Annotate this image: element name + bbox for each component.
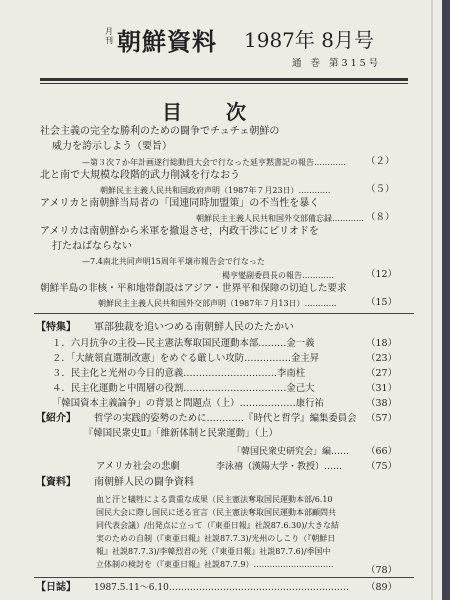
feature-item-page: （38） <box>366 398 398 409</box>
toc-entry-title: 北と南で大規模な段階的武力削減を行なおう <box>40 170 240 181</box>
toc-entry-title: アメリカは南朝鮮から米軍を撤退させ，内政干渉にピリオドを <box>40 226 319 237</box>
feature-item-page: （31） <box>366 383 398 394</box>
material-line: 血と汗と犠牲による貴重な成果（民主憲法奪取国民運動本部/6.10 <box>96 495 333 504</box>
toc-entry-page: （５） <box>366 184 395 195</box>
material-line: 同代表会議）/出発点に立って（『東亜日報』社説87.6.30)/大きな結 <box>96 521 340 530</box>
feature-item-page: （18） <box>366 338 398 349</box>
diary-tag: 【日誌】 <box>36 582 76 593</box>
feature-item: ４．民主化運動と中間層の役割……………………………金己大 <box>52 383 315 394</box>
page-edge <box>431 0 433 600</box>
feature-item: ３．民主化と光州の今日的意義…………………………李南柱 <box>52 368 306 379</box>
intro-line: 『韓国民衆史Ⅱ』「維新体制と民衆運動」（上） <box>84 428 278 439</box>
diary-page: （89） <box>366 582 398 593</box>
intro-page: （66） <box>366 446 398 457</box>
intro-page: （75） <box>366 461 398 472</box>
toc-entry-sub: 朝鮮民主主義人民共和国外交部備忘録………… <box>196 214 364 223</box>
toc-entry-sub: 朝鮮民主主義人民共和国外交部声明（1987年７月13日）………… <box>98 299 337 308</box>
toc-entry-title: アメリカと南朝鮮当局者の「国連同時加盟策」の不当性を暴く <box>40 198 320 209</box>
toc-entry-sub: —第３次７か年計画遂行総動員大会で行なった延亨黙書記の報告………… <box>82 158 346 167</box>
header-rule-thin <box>40 83 408 84</box>
intro-tag: 【紹介】 <box>36 413 76 424</box>
toc-heading: 目次 <box>162 100 290 124</box>
toc-entry-sub: —7.4南北共同声明15周年平壌市報告会で行なった <box>82 257 265 266</box>
toc-entry-title: 社会主義の完全な勝利のための闘争でチュチェ朝鮮の <box>40 126 280 137</box>
toc-entry-title: 朝鮮半島の非核・平和地帯創設はアジア・世界平和保障の切迫した要求 <box>40 283 347 294</box>
header-rule-thick <box>40 78 408 81</box>
toc-entry-sub: 楊亨燮副委員長の報告………… <box>222 271 334 280</box>
feature-item-page: （27） <box>366 368 398 379</box>
material-line: 立体制の検討を（『東亜日報』社説87.7.9）………………………… <box>96 560 334 569</box>
intro-line: 李泳禧（漢陽大学・教授）…… <box>216 462 343 472</box>
toc-entry-page: （12） <box>366 269 398 280</box>
feature-tag: 【特集】 <box>36 322 76 333</box>
toc-entry-page: （15） <box>366 297 398 308</box>
intro-line: 哲学の実践的姿勢のために…………『時代と哲学』編集委員会 <box>94 413 357 424</box>
intro-line: アメリカ社会の悲劇 <box>96 461 180 472</box>
feature-title: 軍部独裁を追いつめる南朝鮮人民のたたかい <box>94 322 294 333</box>
issue-date: 1987年 8月号 <box>244 28 374 52</box>
material-title: 南朝鮮人民の闘争資料 <box>94 477 194 488</box>
magazine-title: 朝鮮資料 <box>117 27 217 56</box>
toc-entry-page: （８） <box>366 212 395 223</box>
issue-volume: 通 巻 第315号 <box>292 58 382 69</box>
toc-entry-title: 打たねばならない <box>52 241 132 252</box>
magazine-monthly-label: 月刊 <box>105 27 113 45</box>
section-divider <box>34 313 414 314</box>
toc-entry-sub: 朝鮮民主主義人民共和国政府声明（1987年７月23日）………… <box>100 186 331 195</box>
toc-entry-title: 威力を誇示しよう（要旨） <box>52 141 172 152</box>
section-divider <box>34 577 414 578</box>
material-tag: 【資料】 <box>36 477 76 488</box>
material-line: 報』社説87.7.3)/李韓烈君の死（『東亜日報』社説87.7.6)/季国中 <box>96 547 331 556</box>
toc-entry-page: （２） <box>366 156 395 167</box>
material-line: 実のための自制（『東亜日報』社説87.7.3)/光州のしこり（『朝鮮日 <box>96 534 336 543</box>
intro-page: （57） <box>366 413 398 424</box>
feature-item: ２．「大統領直選制改憲」をめぐる厳しい攻防……………金主昇 <box>52 353 320 364</box>
intro-line: 「韓国民衆史研究会」編…… <box>232 447 350 457</box>
feature-item: １．六月抗争の主役—民主憲法奪取国民運動本部………金一義 <box>52 338 315 349</box>
feature-item-page: （23） <box>366 353 398 364</box>
material-page: （78） <box>366 565 398 576</box>
diary-range: 1987.5.11～6.10…………………………………………………… <box>94 583 349 593</box>
feature-item: 「韓国資本主義論争」の背景と問題点（上）………………康行祐 <box>52 398 324 409</box>
material-line: 国民大会に際し国民に送る宣言（民主憲法奪取国民運動本部顧問共 <box>96 508 336 517</box>
